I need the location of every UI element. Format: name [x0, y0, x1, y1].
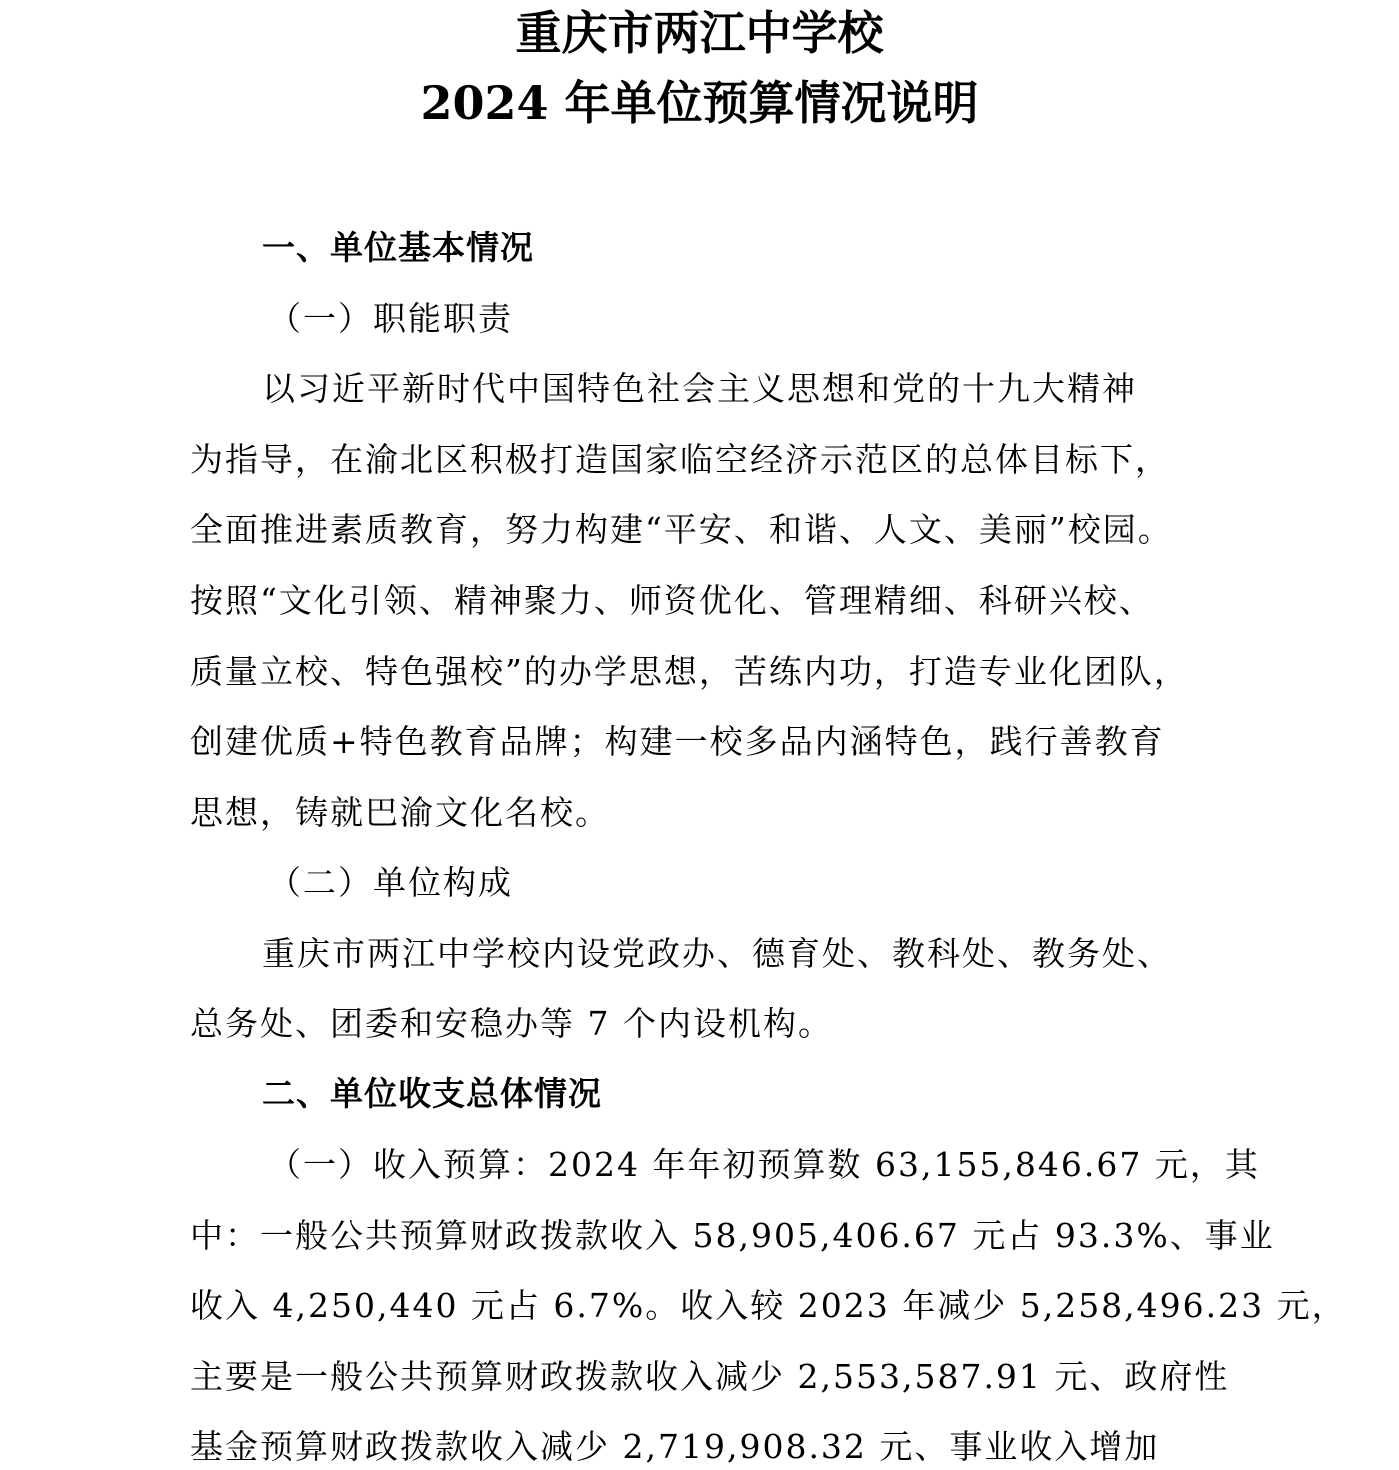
- paragraph-line: 按照“文化引领、精神聚力、师资优化、管理精细、科研兴校、: [190, 581, 1154, 620]
- paragraph-line: 重庆市两江中学校内设党政办、德育处、教科处、教务处、: [262, 934, 1172, 973]
- paragraph-line: 收入 4,250,440 元占 6.7%。收入较 2023 年减少 5,258,496.23 元，: [190, 1286, 1347, 1325]
- paragraph-line: 以习近平新时代中国特色社会主义思想和党的十九大精神: [262, 369, 1137, 408]
- paragraph-line: 基金预算财政拨款收入减少 2,719,908.32 元、事业收入增加: [190, 1427, 1160, 1466]
- paragraph-line: 主要是一般公共预算财政拨款收入减少 2,553,587.91 元、政府性: [190, 1357, 1230, 1396]
- document-title-line-2: 2024 年单位预算情况说明: [420, 76, 979, 130]
- section-2-heading: 二、单位收支总体情况: [262, 1074, 602, 1113]
- paragraph-line: 中：一般公共预算财政拨款收入 58,905,406.67 元占 93.3%、事业: [190, 1216, 1275, 1255]
- section-1-sub-1-heading: （一）职能职责: [268, 299, 513, 338]
- paragraph-line: 创建优质+特色教育品牌；构建一校多品内涵特色，践行善教育: [190, 722, 1165, 761]
- paragraph-line: （一）收入预算：2024 年年初预算数 63,155,846.67 元，其: [268, 1145, 1260, 1184]
- document-title-line-1: 重庆市两江中学校: [515, 6, 884, 60]
- section-1-sub-2-heading: （二）单位构成: [268, 863, 513, 902]
- section-1-heading: 一、单位基本情况: [262, 228, 534, 267]
- paragraph-line: 为指导，在渝北区积极打造国家临空经济示范区的总体目标下，: [190, 440, 1170, 479]
- paragraph-line: 全面推进素质教育，努力构建“平安、和谐、人文、美丽”校园。: [190, 510, 1173, 549]
- paragraph-line: 总务处、团委和安稳办等 7 个内设机构。: [190, 1004, 833, 1043]
- paragraph-line: 质量立校、特色强校”的办学思想，苦练内功，打造专业化团队，: [190, 652, 1189, 691]
- paragraph-line: 思想，铸就巴渝文化名校。: [190, 793, 610, 832]
